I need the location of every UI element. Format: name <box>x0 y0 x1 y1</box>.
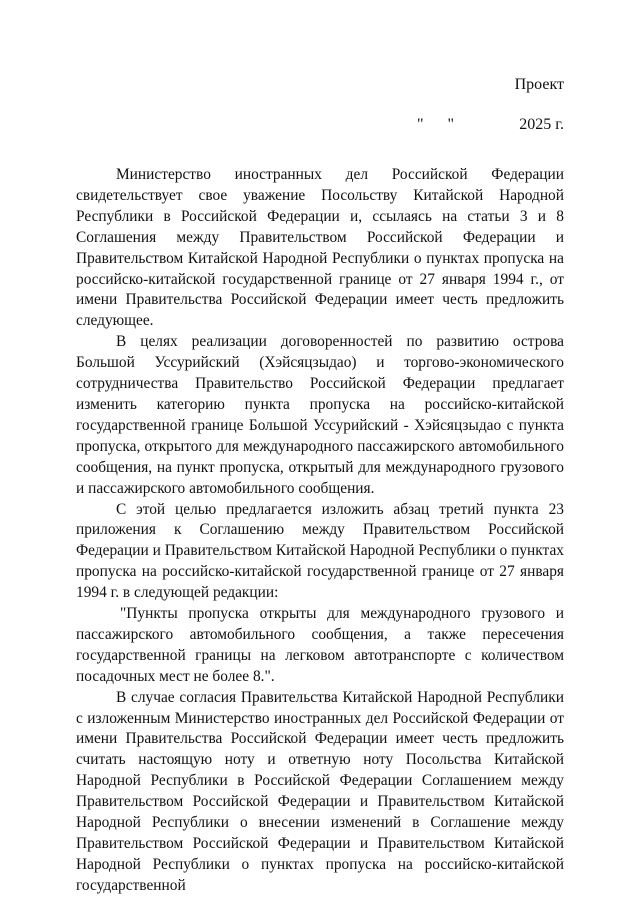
draft-label: Проект <box>514 76 564 93</box>
date-line <box>0 114 640 136</box>
paragraph-amendment-intro: С этой целью предлагается изложить абзац третий пункта 23 приложения к Соглашению между Правительством Российской Федерации и Правительством Китайской Народной Республики о пунктах пропуска на российско-китайской государственной границе от 27 января 1994 г. в следующей редакции: <box>76 500 564 602</box>
date-year: 2025 г. <box>519 116 564 133</box>
date-day-placeholder: " " <box>417 116 455 133</box>
paragraph-intro: Министерство иностранных дел Российской Федерации свидетельствует свое уважение Посольству Китайской Народной Республики в Российской Федерации и, ссылаясь на статьи 3 и 8 Соглашения между Правительством Российской Федерации и Правительством Китайской Народной Республики о пунктах пропуска на российско-китайской государственной границе от 27 января 1994 г., от имени Правительства Российской Федерации имеет честь предложить следующее. <box>76 166 564 330</box>
paragraph-purpose: В целях реализации договоренностей по развитию острова Большой Уссурийский (Хэйсяцзыдао) и торгово-экономического сотрудничества Правительство Российской Федерации предлагает изменить категорию пункта пропуска на российско-китайской государственной границе Большой Уссурийский - Хэйсяцзыдао с пункта пропуска, открытого для международного пассажирского автомобильного сообщения, на пункт пропуска, открытый для международного грузового и пассажирского автомобильного сообщения. <box>76 333 564 497</box>
paragraph-amendment-text: "Пункты пропуска открыты для международного грузового и пассажирского автомобильного сообщения, а также пересечения государственной границы на легковом автотранспорте с количеством посадочных мест не более 8.". <box>76 605 564 685</box>
paragraph-consent: В случае согласия Правительства Китайской Народной Республики с изложенным Министерство иностранных дел Российской Федерации от имени Правительства Российской Федерации имеет честь предложить считать настоящую ноту и ответную ноту Посольства Китайской Народной Республики в Российской Федерации Соглашением между Правительством Российской Федерации и Правительством Китайской Народной Республики о внесении изменений в Соглашение между Правительством Российской Федерации и Правительством Китайской Народной Республики о пунктах пропуска на российско-китайской государственной <box>76 688 564 894</box>
note-body <box>76 165 564 897</box>
